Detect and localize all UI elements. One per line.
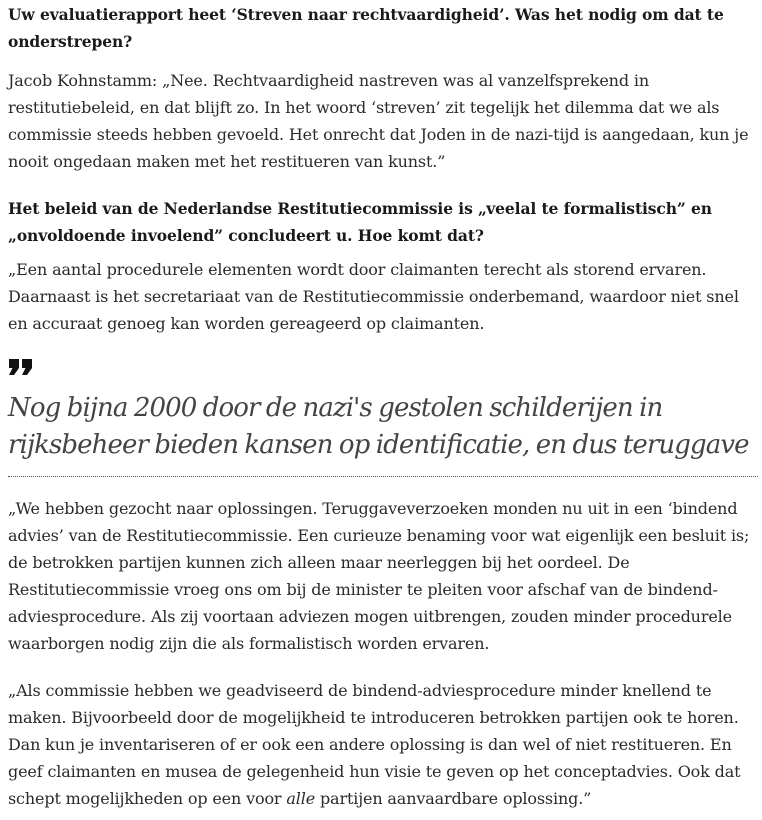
interview-answer-3: „We hebben gezocht naar oplossingen. Teruggaveverzoeken monden nu uit in een ‘bindend advies’ van de Restitutiecommissie. Een curieuze benaming voor wat eigenlijk een besluit is; de betrokken partijen kunnen zich alleen maar neerleggen bij het oordeel. De Restitutiecommissie vroeg ons om bij de minister te pleiten voor afschaf van de bindend-adviesprocedure. Als zij voortaan adviezen mogen uitbrengen, zouden minder procedurele waarborgen nodig zijn die als formalistisch worden ervaren.: [8, 499, 750, 653]
interview-question-1: Uw evaluatierapport heet ‘Streven naar rechtvaardigheid’. Was het nodig om dat te onderstrepen?: [8, 5, 724, 51]
answer-4-text-start: „Als commissie hebben we geadviseerd de bindend-adviesprocedure minder knellend te maken. Bijvoorbeeld door de mogelijkheid te introduceren betrokken partijen ook te horen. Dan kun je inventariseren of er ook een andere oplossing is dan wel of niet restitueren. En geef claimanten en musea de gelegenheid hun visie te geven op het conceptadvies. Ook dat schept mogelijkheden op een voor: [8, 681, 741, 808]
pull-quote-text: Nog bijna 2000 door de nazi's gestolen schilderijen in rijksbeheer bieden kansen op identificatie, en dus teruggave: [8, 393, 749, 460]
interview-answer-1: Jacob Kohnstamm: „Nee. Rechtvaardigheid nastreven was al vanzelfsprekend in restitutiebeleid, en dat blijft zo. In het woord ‘streven’ zit tegelijk het dilemma dat we als commissie steeds hebben gevoeld. Het onrecht dat Joden in de nazi-tijd is aangedaan, kun je nooit ongedaan maken met het restitueren van kunst.”: [8, 71, 749, 171]
answer-4-emphasis: alle: [286, 789, 316, 808]
quote-marks-icon: [8, 358, 34, 376]
answer-4-text-end: partijen aanvaardbare oplossing.”: [315, 789, 592, 808]
interview-question-2: Het beleid van de Nederlandse Restitutiecommissie is „veelal te formalistisch” en „onvoldoende invoelend” concludeert u. Hoe komt dat?: [8, 199, 712, 245]
interview-answer-2: „Een aantal procedurele elementen wordt door claimanten terecht als storend ervaren. Daarnaast is het secretariaat van de Restitutiecommissie onderbemand, waardoor niet snel en accuraat genoeg kan worden gereageerd op claimanten.: [8, 260, 739, 333]
interview-answer-4: [8, 677, 758, 812]
pull-quote-divider: [8, 476, 758, 477]
pull-quote-block: [8, 358, 758, 464]
